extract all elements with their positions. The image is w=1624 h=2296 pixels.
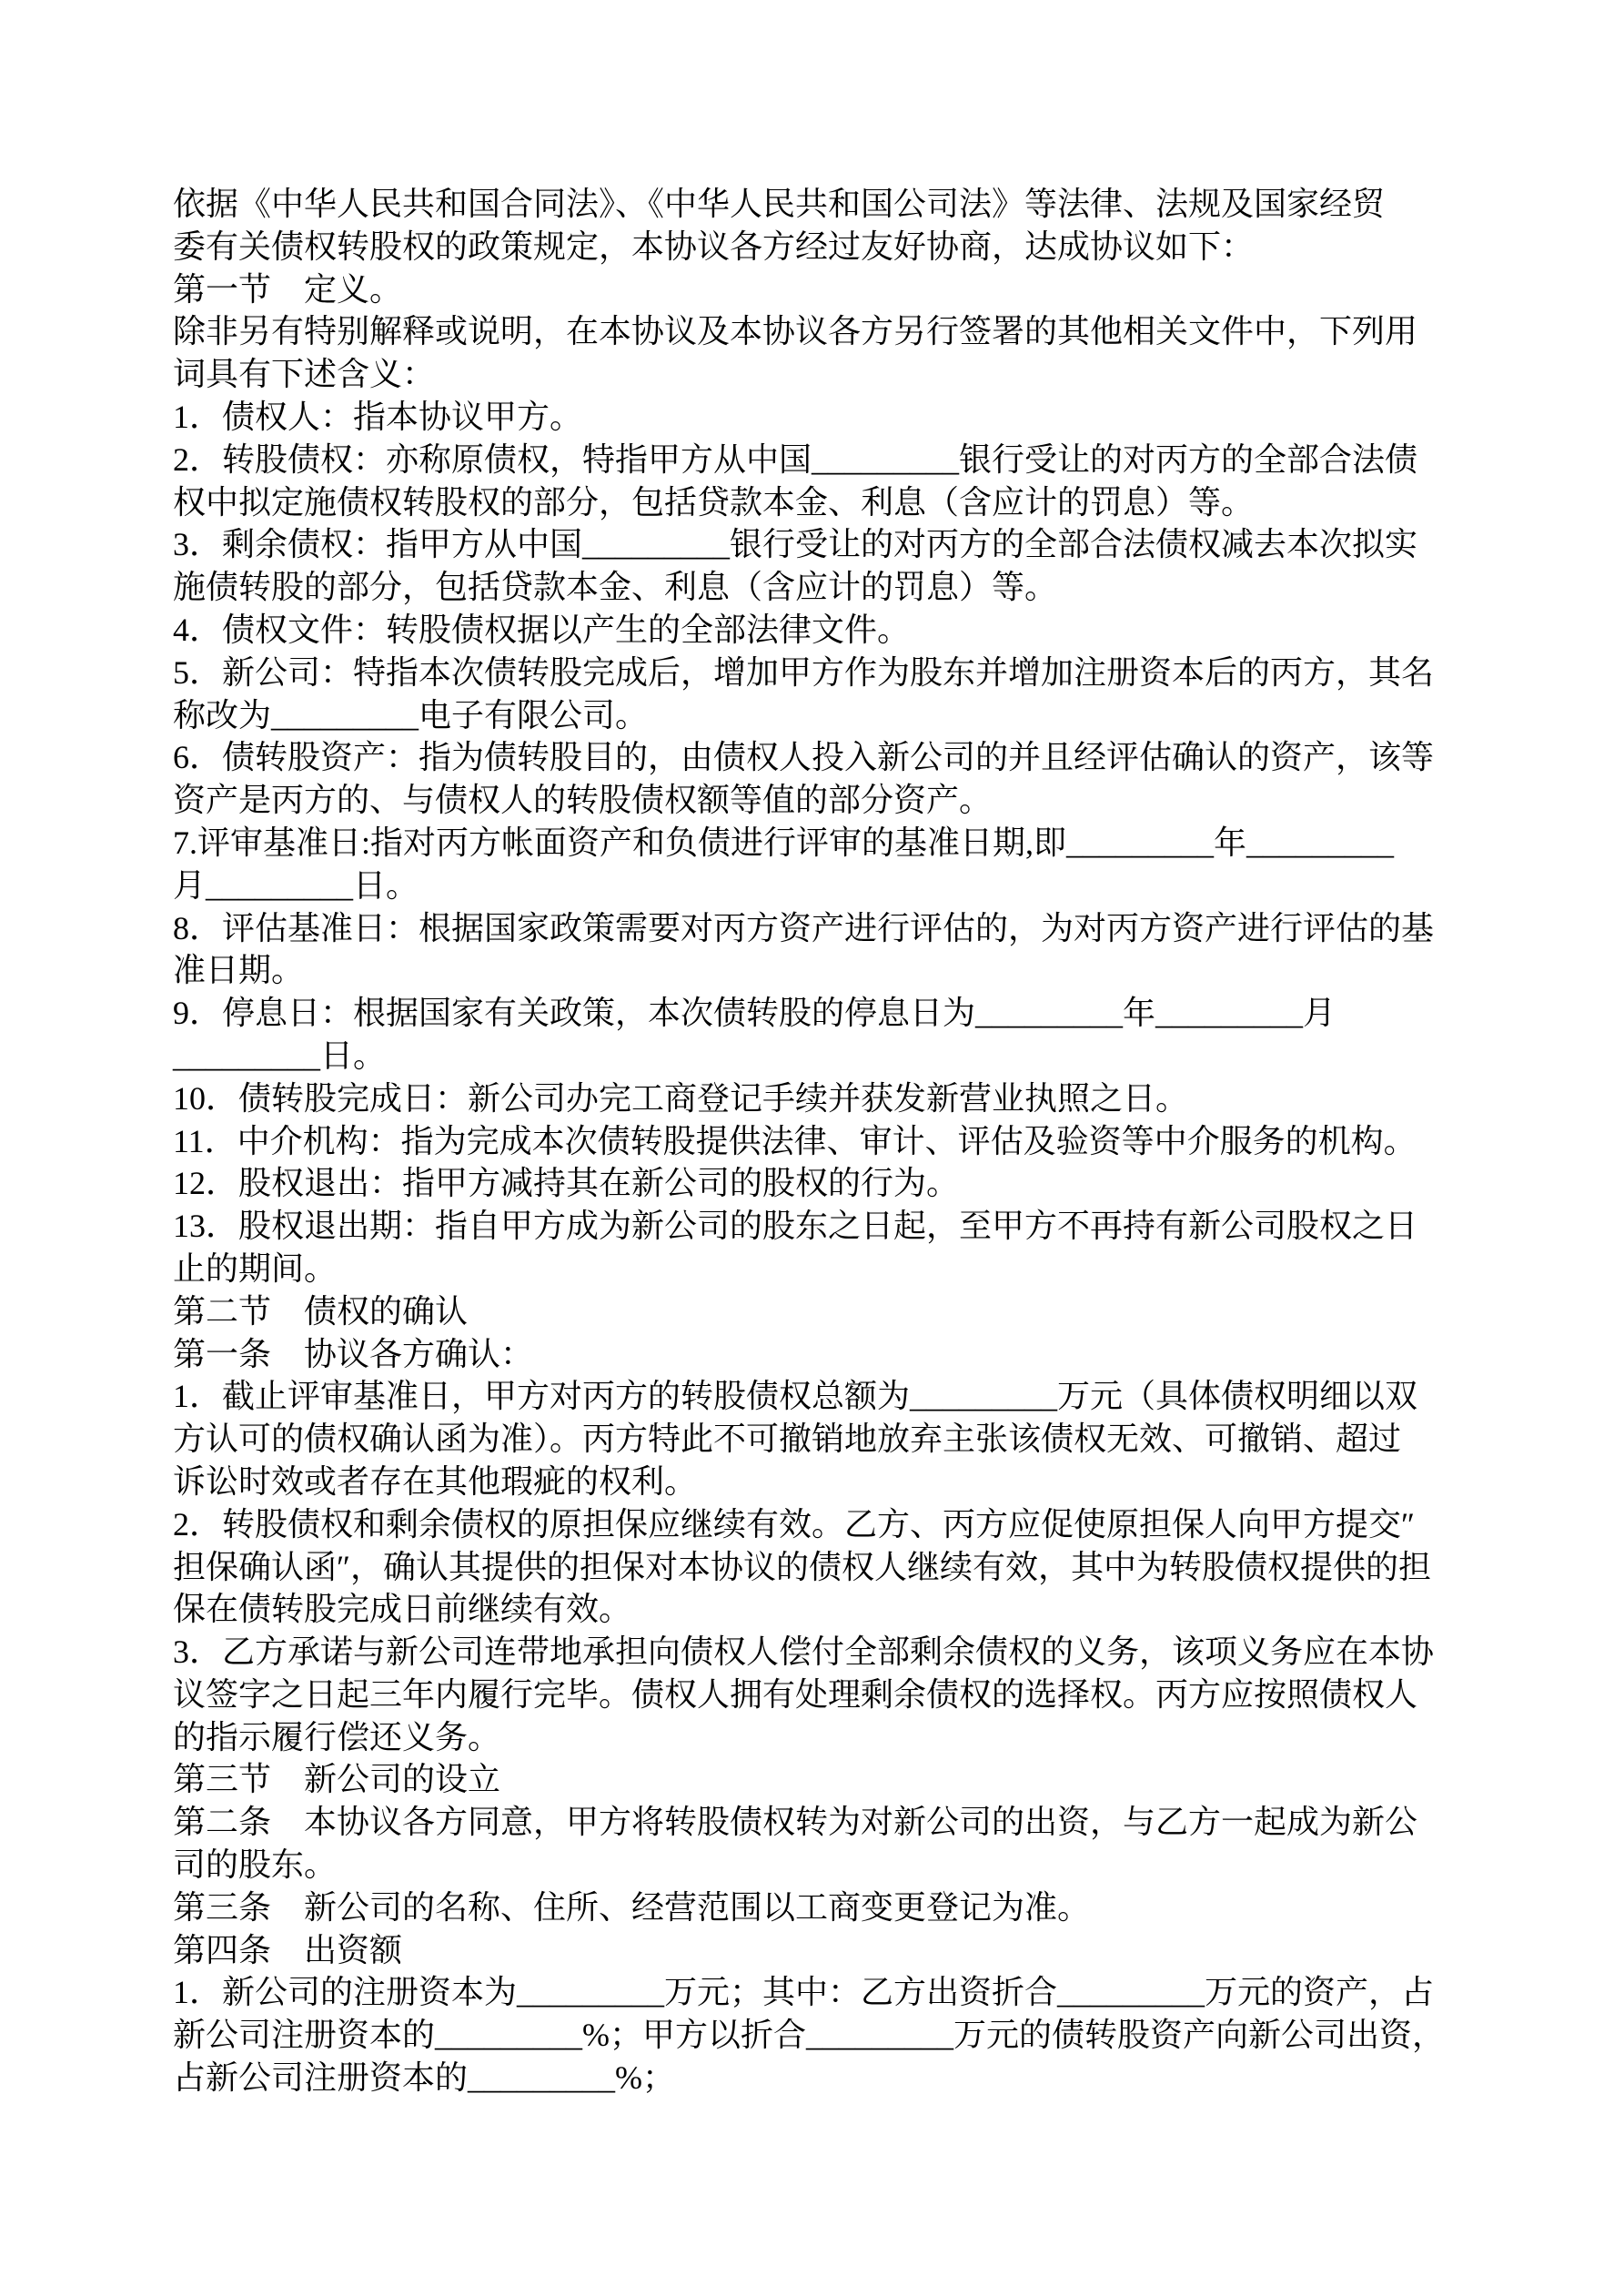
document-line: 权中拟定施债权转股权的部分，包括贷款本金、利息（含应计的罚息）等。 — [173, 483, 1255, 521]
document-line: 称改为_________电子有限公司。 — [173, 696, 649, 733]
document-line: 止的期间。 — [173, 1249, 338, 1287]
document-line: 的指示履行偿还义务。 — [173, 1718, 501, 1755]
clause-item: 1．截止评审基准日，甲方对丙方的转股债权总额为_________万元（具体债权明细以双 — [173, 1378, 1418, 1415]
definition-item: 8．评估基准日：根据国家政策需要对丙方资产进行评估的，为对丙方资产进行评估的基 — [173, 909, 1435, 946]
definition-item: 11．中介机构：指为完成本次债转股提供法律、审计、评估及验资等中介服务的机构。 — [173, 1122, 1417, 1159]
document-line: 除非另有特别解释或说明，在本协议及本协议各方另行签署的其他相关文件中，下列用 — [173, 313, 1418, 350]
definition-item: 10．债转股完成日：新公司办完工商登记手续并获发新营业执照之日。 — [173, 1079, 1189, 1117]
clause-item: 1．新公司的注册资本为_________万元；其中：乙方出资折合_________万元的资产，占 — [173, 1974, 1435, 2011]
clause-heading: 第一条 协议各方确认： — [173, 1335, 534, 1372]
section-heading: 第三节 新公司的设立 — [173, 1761, 501, 1798]
document-line: 施债转股的部分，包括贷款本金、利息（含应计的罚息）等。 — [173, 569, 1058, 606]
definition-item: 1．债权人：指本协议甲方。 — [173, 398, 583, 435]
document-line: 诉讼时效或者存在其他瑕疵的权利。 — [173, 1462, 698, 1500]
document-body — [173, 183, 1474, 2099]
document-line: 方认可的债权确认函为准）。丙方特此不可撤销地放弃主张该债权无效、可撤销、超过 — [173, 1421, 1402, 1458]
definition-item: 13．股权退出期：指自甲方成为新公司的股东之日起，至甲方不再持有新公司股权之日 — [173, 1208, 1418, 1245]
section-heading: 第二节 债权的确认 — [173, 1292, 469, 1330]
document-line: 资产是丙方的、与债权人的转股债权额等值的部分资产。 — [173, 782, 993, 819]
clause-heading: 第四条 出资额 — [173, 1931, 403, 1968]
document-line: 司的股东。 — [173, 1846, 338, 1884]
document-line: 委有关债权转股权的政策规定，本协议各方经过友好协商，达成协议如下： — [173, 228, 1255, 265]
definition-item: 4．债权文件：转股债权据以产生的全部法律文件。 — [173, 611, 911, 648]
definition-item: 3．剩余债权：指甲方从中国_________银行受让的对丙方的全部合法债权减去本次拟实 — [173, 526, 1418, 563]
clause-item: 第三条 新公司的名称、住所、经营范围以工商变更登记为准。 — [173, 1888, 1091, 1926]
document-line: 月_________日。 — [173, 866, 419, 904]
document-line: 词具有下述含义： — [173, 356, 436, 393]
document-line: 新公司注册资本的_________%；甲方以折合_________万元的债转股资产向新公司出资， — [173, 2017, 1445, 2054]
section-heading: 第一节 定义。 — [173, 270, 403, 308]
clause-item: 第二条 本协议各方同意，甲方将转股债权转为对新公司的出资，与乙方一起成为新公 — [173, 1804, 1418, 1841]
clause-item: 3．乙方承诺与新公司连带地承担向债权人偿付全部剩余债权的义务，该项义务应在本协 — [173, 1633, 1435, 1671]
document-line: 担保确认函″，确认其提供的担保对本协议的债权人继续有效，其中为转股债权提供的担 — [173, 1548, 1431, 1585]
document-line: 依据《中华人民共和国合同法》、《中华人民共和国公司法》等法律、法规及国家经贸 — [173, 186, 1386, 222]
definition-item: 2．转股债权：亦称原债权，特指甲方从中国_________银行受让的对丙方的全部合法债 — [173, 440, 1418, 478]
document-line: 占新公司注册资本的_________%； — [173, 2059, 675, 2097]
document-line: 准日期。 — [173, 952, 305, 989]
definition-item: 7.评审基准日:指对丙方帐面资产和负债进行评审的基准日期,即_________年_________ — [173, 824, 1395, 861]
document-line: 保在债转股完成日前继续有效。 — [173, 1591, 632, 1628]
clause-item: 2．转股债权和剩余债权的原担保应继续有效。乙方、丙方应促使原担保人向甲方提交″ — [173, 1505, 1415, 1542]
definition-item: 12．股权退出：指甲方减持其在新公司的股权的行为。 — [173, 1165, 960, 1202]
definition-item: 9．停息日：根据国家有关政策，本次债转股的停息日为_________年_________月 — [173, 995, 1337, 1032]
definition-item: 6．债转股资产：指为债转股目的，由债权人投入新公司的并且经评估确认的资产，该等 — [173, 739, 1435, 776]
document-line: 议签字之日起三年内履行完毕。债权人拥有处理剩余债权的选择权。丙方应按照债权人 — [173, 1675, 1418, 1713]
document-line: _________日。 — [173, 1037, 387, 1074]
definition-item: 5．新公司：特指本次债转股完成后，增加甲方作为股东并增加注册资本后的丙方，其名 — [173, 653, 1435, 691]
